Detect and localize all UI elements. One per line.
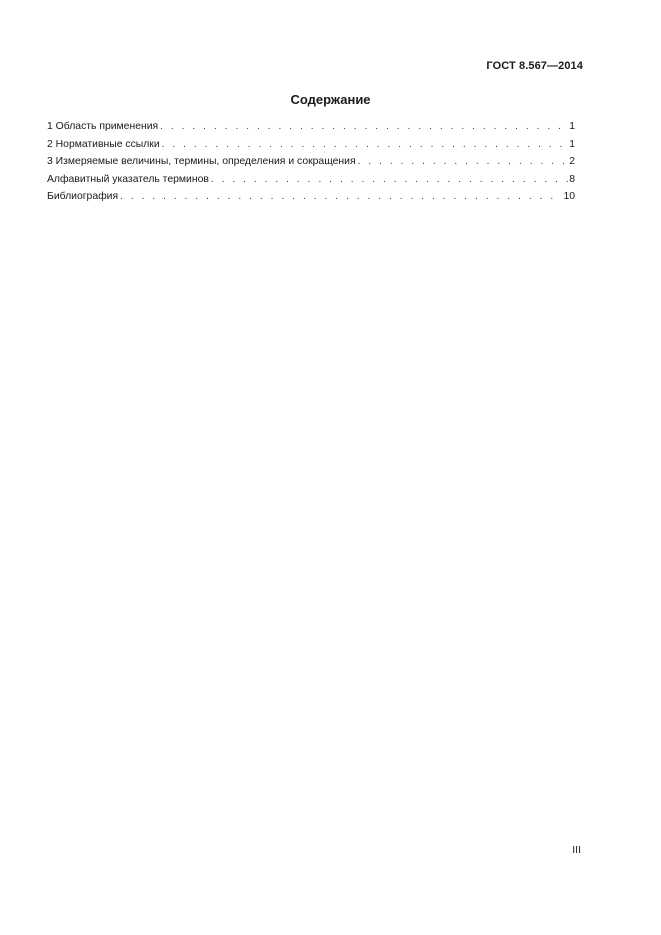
toc-entry-label: Алфавитный указатель терминов	[47, 173, 209, 185]
toc-entry-normative-references[interactable]	[47, 136, 575, 154]
toc-entry-alphabetical-index[interactable]	[47, 171, 575, 189]
toc-entry-page: 1	[569, 121, 575, 132]
toc-title: Содержание	[290, 92, 371, 107]
toc-entry-page: 1	[569, 138, 575, 150]
table-of-contents	[47, 118, 575, 206]
toc-entry-bibliography[interactable]	[47, 188, 575, 206]
toc-entry-label: 2 Нормативные ссылки	[47, 138, 160, 150]
toc-entry-scope[interactable]	[47, 118, 575, 136]
toc-entry-page: 10	[563, 191, 575, 202]
toc-entry-page: 2	[569, 156, 575, 167]
document-code-header: ГОСТ 8.567—2014	[486, 60, 583, 72]
toc-dot-leader	[211, 171, 568, 189]
toc-entry-label: 1 Область применения	[47, 121, 159, 132]
toc-dot-leader	[160, 118, 568, 136]
toc-dot-leader	[358, 153, 569, 171]
toc-entry-label: 3 Измеряемые величины, термины, определения и сокращения	[47, 156, 356, 167]
toc-entry-page: 8	[569, 173, 575, 185]
toc-entry-quantities-terms[interactable]	[47, 153, 575, 171]
toc-entry-label: Библиография	[47, 191, 119, 202]
toc-dot-leader	[162, 136, 569, 154]
page-number: III	[572, 844, 581, 856]
toc-dot-leader	[120, 188, 562, 206]
